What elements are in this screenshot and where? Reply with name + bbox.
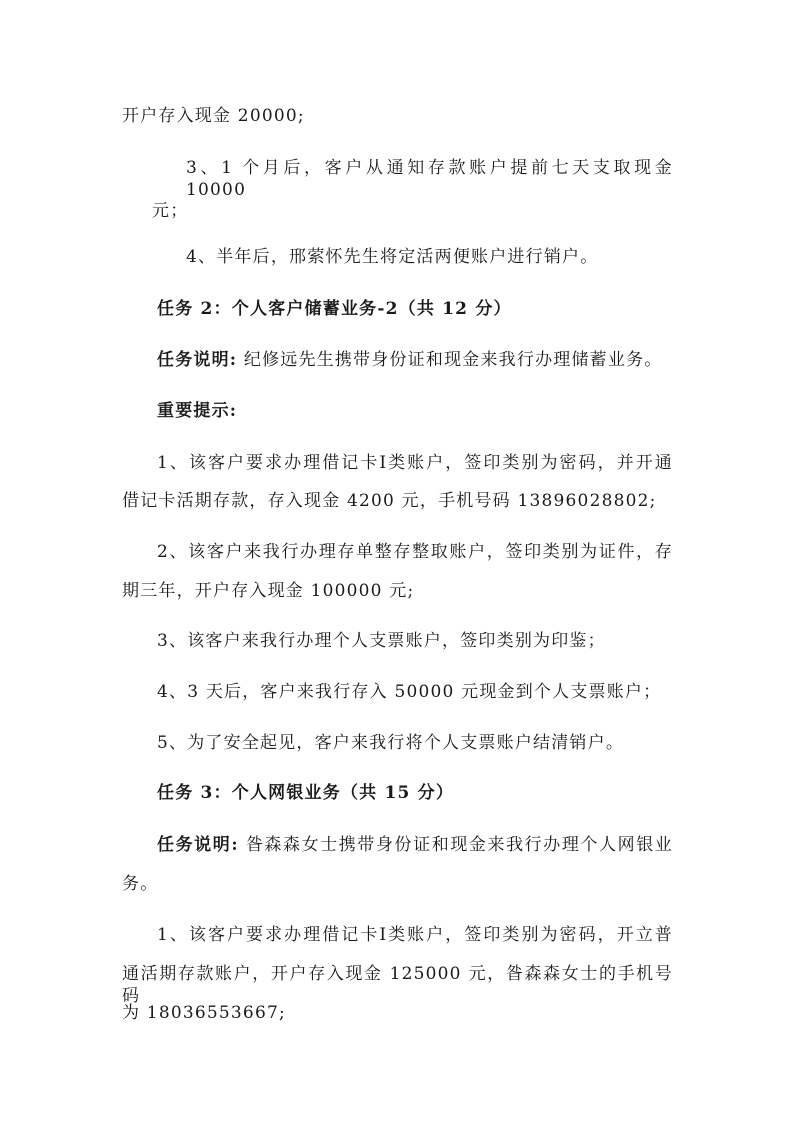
task3-description bbox=[157, 834, 673, 856]
section-heading-task3: 任务 3：个人网银业务（共 15 分） bbox=[157, 783, 455, 803]
section-heading-task2: 任务 2：个人客户储蓄业务-2（共 12 分） bbox=[157, 299, 512, 319]
paragraph-line: 1、该客户要求办理借记卡Ⅰ类账户，签印类别为密码，开立普 bbox=[157, 925, 673, 945]
task2-description bbox=[157, 349, 662, 371]
task2-description-text: 纪修远先生携带身份证和现金来我行办理储蓄业务。 bbox=[237, 350, 663, 370]
paragraph-line: 2、该客户来我行办理存单整存整取账户，签印类别为证件，存 bbox=[157, 542, 673, 562]
paragraph-line: 期三年，开户存入现金 100000 元; bbox=[122, 581, 415, 601]
paragraph-line: 1、该客户要求办理借记卡Ⅰ类账户，签印类别为密码，并开通 bbox=[157, 453, 673, 473]
paragraph-line: 为 18036553667; bbox=[122, 1003, 286, 1023]
task2-description-label: 任务说明: bbox=[157, 350, 238, 370]
paragraph-line: 通活期存款账户，开户存入现金 125000 元，昝森森女士的手机号码 bbox=[122, 964, 673, 1006]
paragraph-line: 元； bbox=[152, 201, 189, 221]
paragraph-line: 3、1 个月后，客户从通知存款账户提前七天支取现金 10000 bbox=[186, 158, 673, 200]
paragraph-line: 开户存入现金 20000; bbox=[122, 106, 305, 126]
task3-description-label: 任务说明: bbox=[157, 835, 239, 855]
paragraph-line: 借记卡活期存款，存入现金 4200 元，手机号码 13896028802; bbox=[122, 491, 657, 511]
paragraph-line: 5、为了安全起见，客户来我行将个人支票账户结清销户。 bbox=[157, 733, 625, 753]
task3-description-text: 昝森森女士携带身份证和现金来我行办理个人网银业 bbox=[238, 835, 674, 855]
paragraph-line: 务。 bbox=[122, 874, 159, 894]
paragraph-line: 4、半年后，邢萦怀先生将定活两便账户进行销户。 bbox=[186, 247, 599, 267]
paragraph-line: 3、该客户来我行办理个人支票账户，签印类别为印鉴； bbox=[157, 631, 606, 651]
paragraph-line: 4、3 天后，客户来我行存入 50000 元现金到个人支票账户； bbox=[157, 682, 662, 702]
key-tips-heading: 重要提示: bbox=[157, 401, 238, 421]
